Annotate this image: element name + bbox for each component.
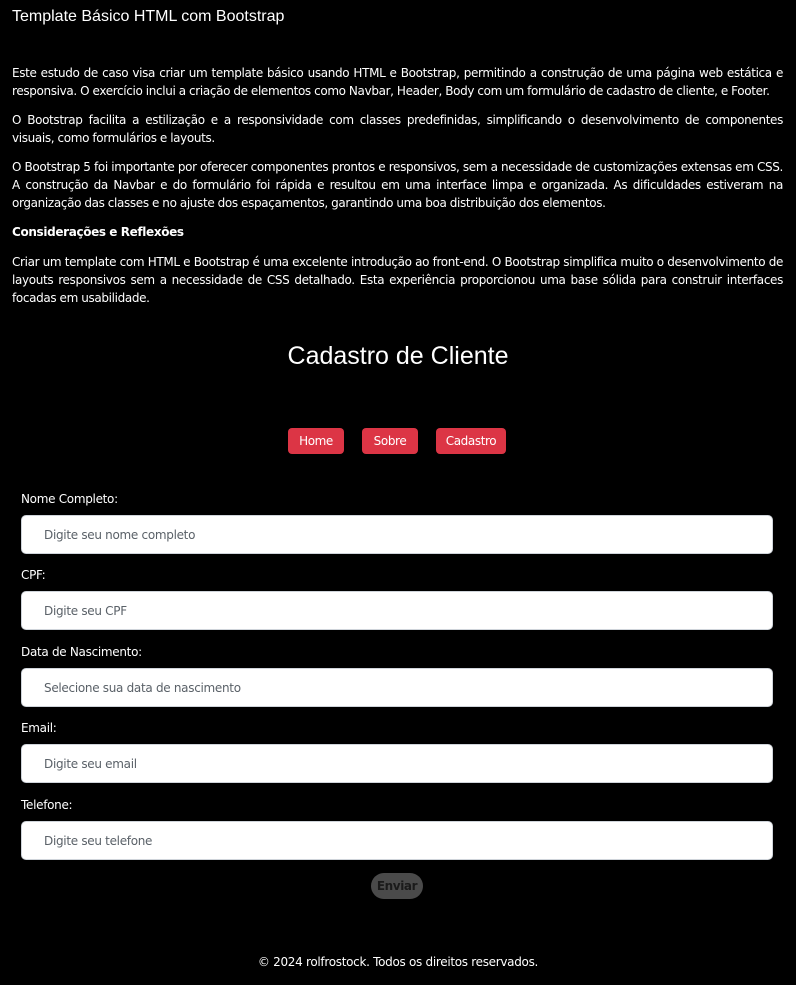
email-input[interactable]: [21, 744, 773, 783]
cpf-input[interactable]: [21, 591, 773, 630]
intro-paragraph: Criar um template com HTML e Bootstrap é uma excelente introdução ao front-end. O Bootstrap simplifica muito o desenvolvimento de layouts responsivos sem a necessidade de CSS detalhado. Esta experiência proporcionou uma base sólida para construir interfaces focadas em usabilidade.: [12, 255, 783, 305]
enviar-button[interactable]: Enviar: [371, 873, 423, 899]
email-label: Email:: [21, 721, 57, 735]
cpf-label: CPF:: [21, 568, 46, 582]
nome-completo-input[interactable]: [21, 515, 773, 554]
nav-cadastro-button[interactable]: Cadastro: [436, 428, 506, 454]
data-nascimento-label: Data de Nascimento:: [21, 645, 142, 659]
intro-paragraph: Este estudo de caso visa criar um template básico usando HTML e Bootstrap, permitindo a construção de uma página web estática e responsiva. O exercício inclui a criação de elementos como Navbar, Header, Body com um formulário de cadastro de cliente, e Footer.: [12, 66, 783, 98]
telefone-label: Telefone:: [21, 798, 73, 812]
nome-completo-label: Nome Completo:: [21, 492, 118, 506]
nav-sobre-button[interactable]: Sobre: [362, 428, 418, 454]
intro-section: [12, 64, 783, 318]
intro-paragraph: O Bootstrap 5 foi importante por oferecer componentes prontos e responsivos, sem a necessidade de customizações extensas em CSS. A construção da Navbar e do formulário foi rápida e resultou em uma interface limpa e organizada. As dificuldades estiveram na organização das classes e no ajuste dos espaçamentos, garantindo uma boa distribuição dos elementos.: [12, 160, 783, 210]
navbar: [0, 428, 796, 454]
telefone-input[interactable]: [21, 821, 773, 860]
nav-home-button[interactable]: Home: [288, 428, 344, 454]
intro-paragraph: O Bootstrap facilita a estilização e a responsividade com classes predefinidas, simplificando o desenvolvimento de componentes visuais, como formulários e layouts.: [12, 113, 783, 145]
form-title: Cadastro de Cliente: [287, 342, 509, 370]
page-title: Template Básico HTML com Bootstrap: [12, 8, 285, 25]
data-nascimento-input[interactable]: [21, 668, 773, 707]
footer-copyright: © 2024 rolfrostock. Todos os direitos reservados.: [257, 955, 539, 969]
reflections-heading: Considerações e Reflexões: [12, 225, 184, 239]
